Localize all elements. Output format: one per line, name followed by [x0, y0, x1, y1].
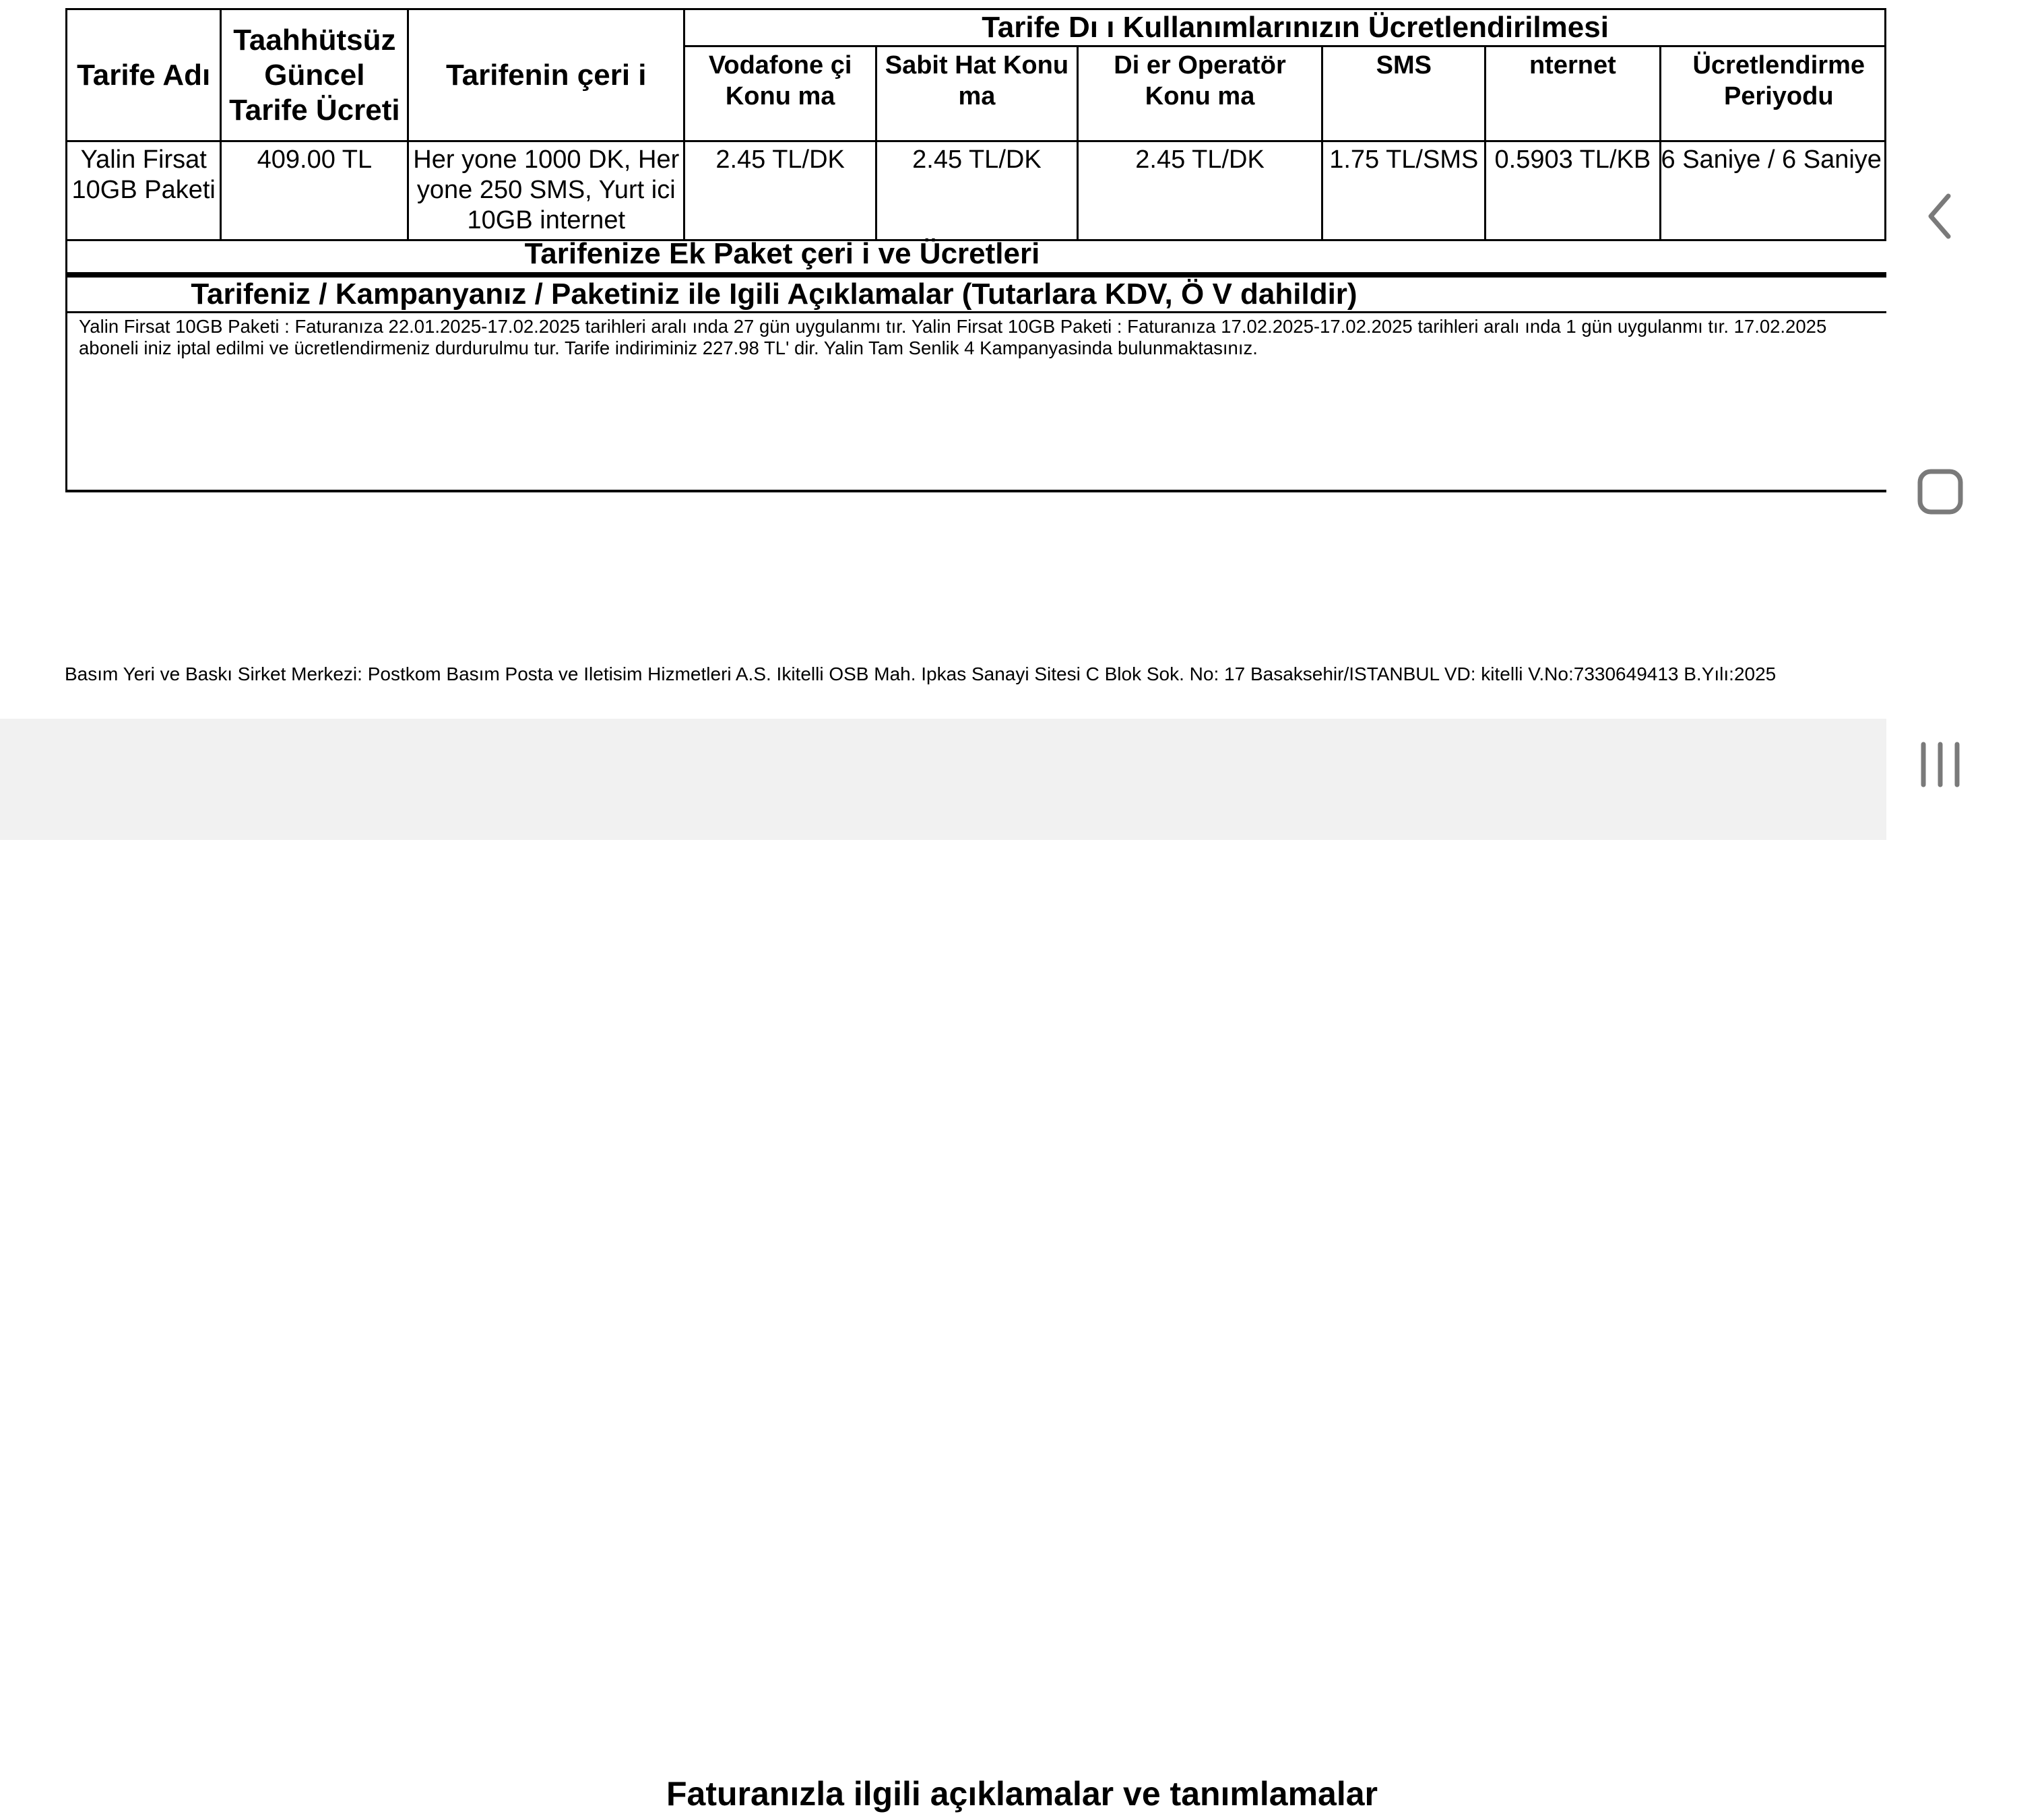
header-billing-period: Ücretlendirme Periyodu [1660, 46, 1886, 141]
next-bill-page [0, 840, 1886, 1813]
home-icon [1913, 465, 1967, 519]
cell-landline-rate: 2.45 TL/DK [876, 141, 1078, 240]
cell-tariff-content: Her yone 1000 DK, Her yone 250 SMS, Yurt ici 10GB internet [408, 141, 684, 240]
bill-page [0, 0, 1886, 719]
header-landline-call: Sabit Hat Konu ma [876, 46, 1078, 141]
explanations-heading [65, 278, 1900, 313]
extra-packages-title: Tarifenize Ek Paket çeri i ve Ücretleri [524, 237, 1040, 270]
cell-tariff-name: Yalin Firsat 10GB Paketi [67, 141, 221, 240]
back-button[interactable] [1886, 179, 1994, 253]
home-button[interactable] [1886, 455, 1994, 529]
header-out-of-tariff-group: Tarife Dı ı Kullanımlarınızın Ücretlendirilmesi [684, 9, 1886, 46]
header-internet: nternet [1486, 46, 1660, 141]
explanation-line: Yalin Firsat 10GB Paketi : Faturanıza 22.01.2025-17.02.2025 tarihleri aralı ında 27 gün uygulanmı tır. Yalin Firsat 10GB Paketi : Faturanıza 17.02.2025-17.02.2025 tarihleri aralı ında 1 gün uygulanmı tır. 17.02.2025 [79, 316, 1827, 337]
explanation-line: aboneli iniz iptal edilmi ve ücretlendirmeniz durdurulmu tur. Tarife indiriminiz 227.98 TL' dir. Yalin Tam Senlik 4 Kampanyasinda bulunmaktasınız. [79, 337, 1258, 358]
table-row [67, 141, 1886, 240]
cell-vodafone-rate: 2.45 TL/DK [684, 141, 876, 240]
cell-internet-rate: 0.5903 TL/KB [1486, 141, 1660, 240]
header-tariff-fee: Taahhütsüz Güncel Tarife Ücreti [221, 9, 408, 141]
page-gap [0, 719, 1886, 841]
extra-packages-heading [65, 236, 1900, 278]
navigation-bar [1886, 0, 1994, 970]
back-icon [1920, 189, 1960, 243]
cell-billing-period: 6 Saniye / 6 Saniye [1660, 141, 1886, 240]
explanations-box [65, 313, 1900, 492]
cell-tariff-fee: 409.00 TL [221, 141, 408, 240]
header-vodafone-call: Vodafone çi Konu ma [684, 46, 876, 141]
header-sms: SMS [1322, 46, 1486, 141]
cell-other-operator-rate: 2.45 TL/DK [1077, 141, 1322, 240]
tariff-usage-table [65, 8, 1886, 241]
explanations-title: Tarifeniz / Kampanyanız / Paketiniz ile Igili Açıklamalar (Tutarlara KDV, Ö V dahildir) [191, 278, 1358, 311]
header-tariff-name: Tarife Adı [67, 9, 221, 141]
header-tariff-content: Tarifenin çeri i [408, 9, 684, 141]
header-other-operator-call: Di er Operatör Konu ma [1077, 46, 1322, 141]
next-page-heading: Faturanızla ilgili açıklamalar ve tanımlamalar [666, 1775, 1378, 1813]
recent-apps-icon [1913, 738, 1967, 791]
recent-apps-button[interactable] [1886, 727, 1994, 802]
cell-sms-rate: 1.75 TL/SMS [1322, 141, 1486, 240]
printer-info: Basım Yeri ve Baskı Sirket Merkezi: Postkom Basım Posta ve Iletisim Hizmetleri A.S. Ikitelli OSB Mah. Ipkas Sanayi Sitesi C Blok Sok. No: 17 Basaksehir/ISTANBUL VD: kitelli V.No:7330649413 B.Yılı:2025 [65, 663, 1777, 684]
